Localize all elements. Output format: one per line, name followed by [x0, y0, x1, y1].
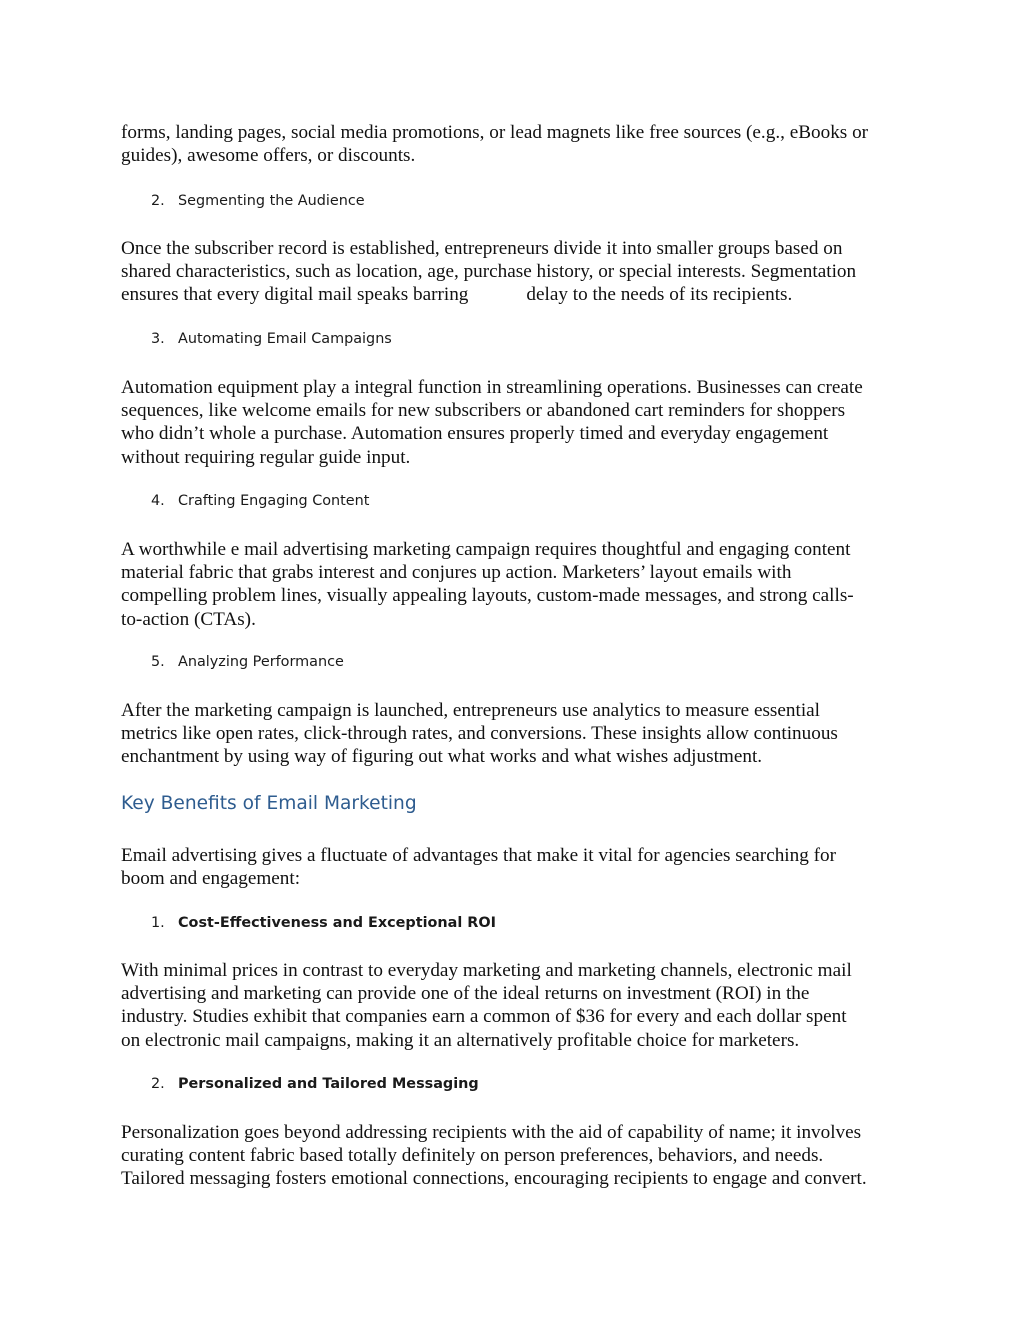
paragraph-fragment: delay to the needs of its recipients. — [526, 284, 793, 306]
list-item-title: Personalized and Tailored Messaging — [178, 1076, 479, 1092]
paragraph-line: compelling problem lines, visually appealing layouts, custom-made messages, and strong calls- — [121, 585, 854, 607]
paragraph-line: Automation equipment play a integral function in streamlining operations. Businesses can create — [121, 377, 863, 398]
analyzing-paragraph — [121, 699, 911, 769]
paragraph-line: shared characteristics, such as location, age, purchase history, or special interests. Segmentation — [121, 261, 857, 283]
paragraph-line: Tailored messaging fosters emotional connections, encouraging recipients to engage and convert. — [121, 1168, 867, 1190]
list-item-automating — [121, 330, 392, 348]
list-item-personalized — [121, 1075, 479, 1093]
list-number: 5. — [151, 654, 165, 670]
list-item-crafting — [121, 492, 369, 510]
paragraph-line: material fabric that grabs interest and conjures up action. Marketers’ layout emails with — [121, 562, 792, 584]
paragraph-line: Personalization goes beyond addressing recipients with the aid of capability of name; it involves — [121, 1122, 862, 1143]
list-item-title: Cost-Effectiveness and Exceptional ROI — [178, 915, 496, 931]
paragraph-line: curating content fabric based totally definitely on person preferences, behaviors, and needs. — [121, 1145, 824, 1167]
paragraph-line: Email advertising gives a fluctuate of advantages that make it vital for agencies searching for — [121, 845, 836, 866]
list-number: 2. — [151, 193, 165, 209]
paragraph-line: After the marketing campaign is launched, entrepreneurs use analytics to measure essential — [121, 700, 821, 721]
paragraph-line: boom and engagement: — [121, 868, 301, 890]
paragraph-line: industry. Studies exhibit that companies earn a common of $36 for every and each dollar spent — [121, 1006, 847, 1028]
list-item-analyzing — [121, 653, 344, 671]
paragraph-fragment: ensures that every digital mail speaks barring — [121, 284, 469, 306]
personalized-paragraph — [121, 1121, 911, 1191]
list-item-segmenting — [121, 192, 365, 210]
paragraph-line: on electronic mail campaigns, making it an alternatively profitable choice for marketers. — [121, 1029, 800, 1051]
paragraph-line: enchantment by using way of figuring out what works and what wishes adjustment. — [121, 746, 763, 768]
paragraph-line: metrics like open rates, click-through rates, and conversions. These insights allow continuous — [121, 723, 838, 745]
section-heading: Key Benefits of Email Marketing — [121, 793, 417, 814]
list-item-title: Analyzing Performance — [178, 654, 344, 670]
list-item-title: Crafting Engaging Content — [178, 493, 370, 509]
paragraph-line: without requiring regular guide input. — [121, 446, 411, 468]
paragraph-line: sequences, like welcome emails for new subscribers or abandoned cart reminders for shoppers — [121, 400, 846, 422]
paragraph-line: With minimal prices in contrast to everyday marketing and marketing channels, electronic mail — [121, 960, 852, 981]
list-number: 2. — [151, 1076, 165, 1092]
list-item-title: Automating Email Campaigns — [178, 331, 392, 347]
segmenting-paragraph — [121, 237, 911, 307]
list-item-title: Segmenting the Audience — [178, 193, 365, 209]
list-number: 3. — [151, 331, 165, 347]
paragraph-line: guides), awesome offers, or discounts. — [121, 145, 416, 167]
automating-paragraph — [121, 376, 911, 469]
paragraph-line: A worthwhile e mail advertising marketing campaign requires thoughtful and engaging content — [121, 539, 851, 560]
list-number: 1. — [151, 915, 165, 931]
paragraph-line: who didn’t whole a purchase. Automation ensures properly timed and everyday engagement — [121, 423, 829, 445]
crafting-paragraph — [121, 538, 911, 631]
paragraph-line — [121, 283, 911, 306]
paragraph-line: Once the subscriber record is established, entrepreneurs divide it into smaller groups based on — [121, 238, 843, 259]
list-number: 4. — [151, 493, 165, 509]
paragraph-line: advertising and marketing can provide one of the ideal returns on investment (ROI) in the — [121, 983, 810, 1005]
cost-effectiveness-paragraph — [121, 959, 911, 1052]
paragraph-line: to-action (CTAs). — [121, 608, 256, 630]
list-item-cost-effectiveness — [121, 914, 496, 932]
intro-paragraph — [121, 121, 911, 167]
paragraph-line: forms, landing pages, social media promotions, or lead magnets like free sources (e.g., eBooks or — [121, 122, 869, 143]
section-intro-paragraph — [121, 844, 911, 890]
